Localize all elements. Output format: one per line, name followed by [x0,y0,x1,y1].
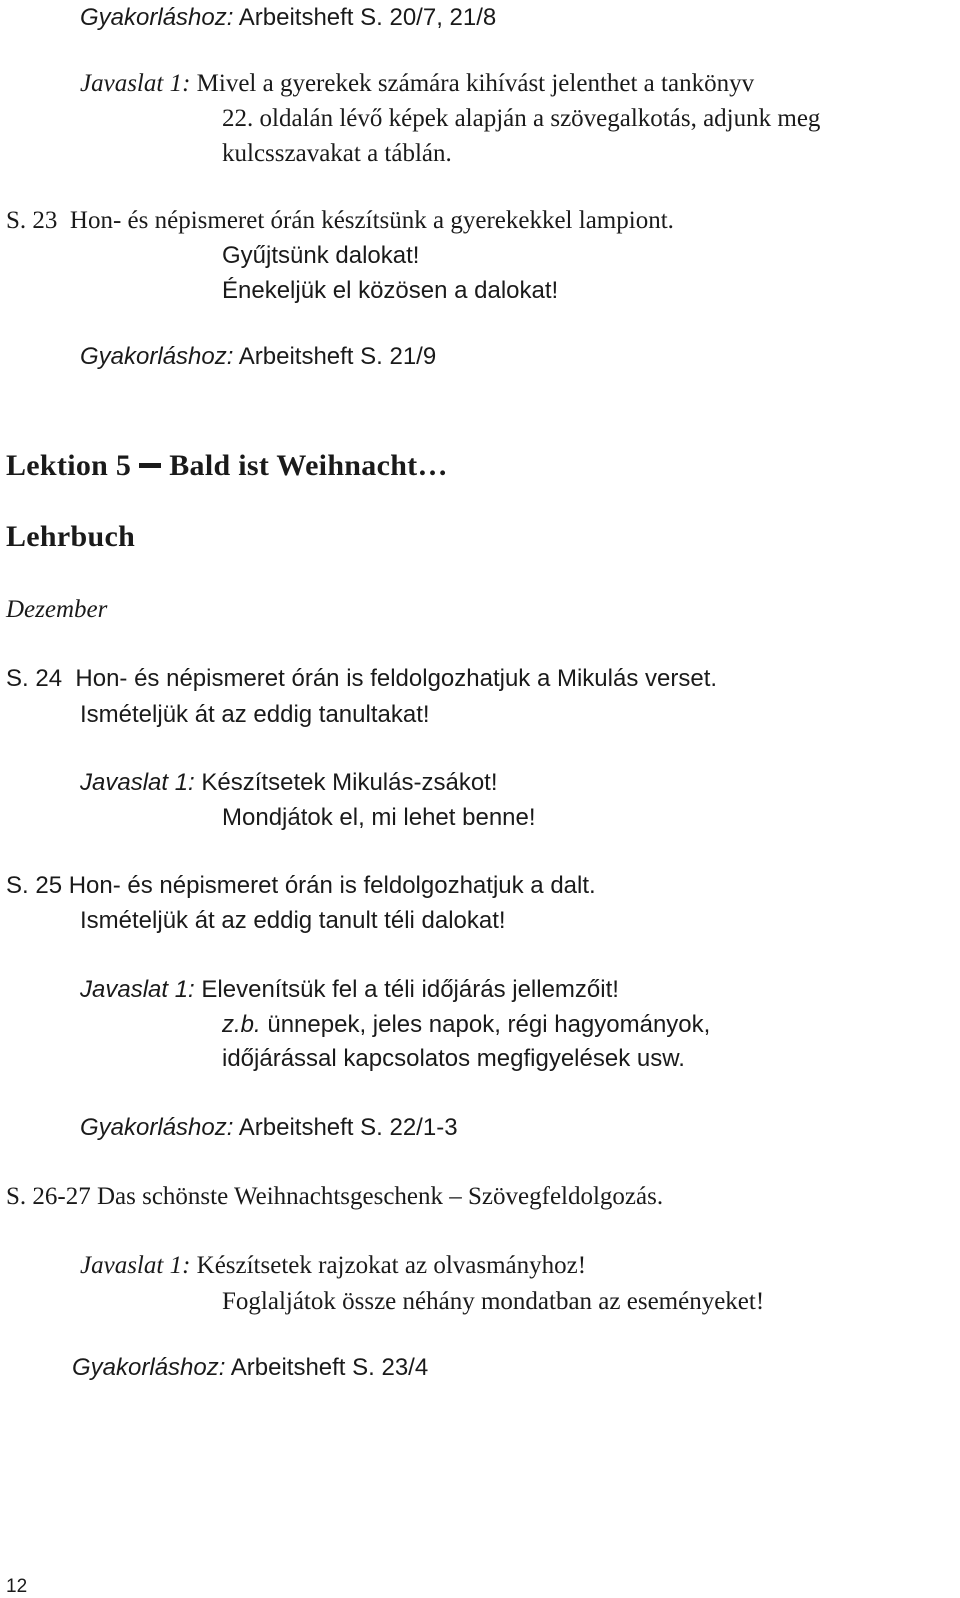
s24-page: S. 24 [6,665,63,692]
s2627-line: S. 26-27 Das schönste Weihnachtsgeschenk – Szövegfeldolgozás. [6,1183,664,1210]
practice-ref: Arbeitsheft S. 20/7, 21/8 [238,4,497,31]
zb-abbreviation: z.b. [222,1011,261,1038]
s25-page: S. 25 [6,872,63,899]
suggestion-text: Elevenítsük fel a téli időjárás jellemzőit! [201,976,619,1003]
s23-line-3: Énekeljük el közösen a dalokat! [222,277,559,304]
practice-label: Gyakorláshoz: [80,343,234,370]
s25-text: Hon- és népismeret órán is feldolgozhatjuk a dalt. [68,872,596,899]
s24-suggestion-line-2: Mondjátok el, mi lehet benne! [222,804,536,831]
practice-ref: Arbeitsheft S. 22/1-3 [238,1114,458,1141]
s23-text: Hon- és népismeret órán készítsünk a gyerekekkel lampiont. [69,207,674,234]
s25-suggestion-line-1 [80,978,619,1002]
suggestion-label: Javaslat 1: [80,769,195,796]
practice-line-4 [72,1356,428,1380]
suggestion-label: Javaslat 1: [80,70,191,97]
suggestion-text: Készítsetek Mikulás-zsákot! [201,769,498,796]
practice-ref: Arbeitsheft S. 23/4 [230,1354,429,1381]
practice-label: Gyakorláshoz: [80,4,234,31]
suggestion-line-3: kulcsszavakat a táblán. [222,140,452,167]
suggestion-label: Javaslat 1: [80,1252,191,1279]
s25-suggestion-line-2 [222,1013,710,1037]
s25-line-1 [6,874,596,898]
suggestion-text: Mivel a gyerekek számára kihívást jelenthet a tankönyv [196,70,755,97]
section-title: Dezember [6,596,108,623]
s25-suggestion-line-3: időjárással kapcsolatos megfigyelések usw. [222,1045,685,1072]
s24-suggestion-line-1 [80,771,498,795]
lehrbuch-heading: Lehrbuch [6,520,136,553]
s2627-suggestion-line-2: Foglaljátok össze néhány mondatban az eseményeket! [222,1288,765,1315]
s23-page: S. 23 [6,207,58,234]
lesson-title [6,451,448,481]
suggestion-text: Készítsetek rajzokat az olvasmányhoz! [196,1252,587,1279]
practice-label: Gyakorláshoz: [80,1114,234,1141]
dash-separator [139,463,161,468]
s2627-suggestion-line-1 [80,1253,586,1278]
practice-line-3 [80,1116,458,1140]
practice-ref: Arbeitsheft S. 21/9 [238,343,437,370]
lesson-number: Lektion 5 [6,449,132,482]
lesson-name: Bald ist Weihnacht… [169,449,448,482]
s23-line-1 [6,208,674,233]
practice-label: Gyakorláshoz: [72,1354,226,1381]
s25-line-2: Ismételjük át az eddig tanult téli dalokat! [80,907,506,934]
page-number: 12 [6,1576,28,1597]
s24-line-1 [6,667,717,691]
suggestion-label: Javaslat 1: [80,976,195,1003]
suggestion-text: ünnepek, jeles napok, régi hagyományok, [267,1011,711,1038]
s24-line-2: Ismételjük át az eddig tanultakat! [80,701,430,728]
s23-line-2: Gyűjtsünk dalokat! [222,242,420,269]
practice-line-2 [80,345,436,369]
s24-text: Hon- és népismeret órán is feldolgozhatjuk a Mikulás verset. [75,665,718,692]
suggestion-line-2: 22. oldalán lévő képek alapján a szövegalkotás, adjunk meg [222,105,821,132]
suggestion-line-1 [80,71,754,96]
practice-line-1 [80,6,496,30]
